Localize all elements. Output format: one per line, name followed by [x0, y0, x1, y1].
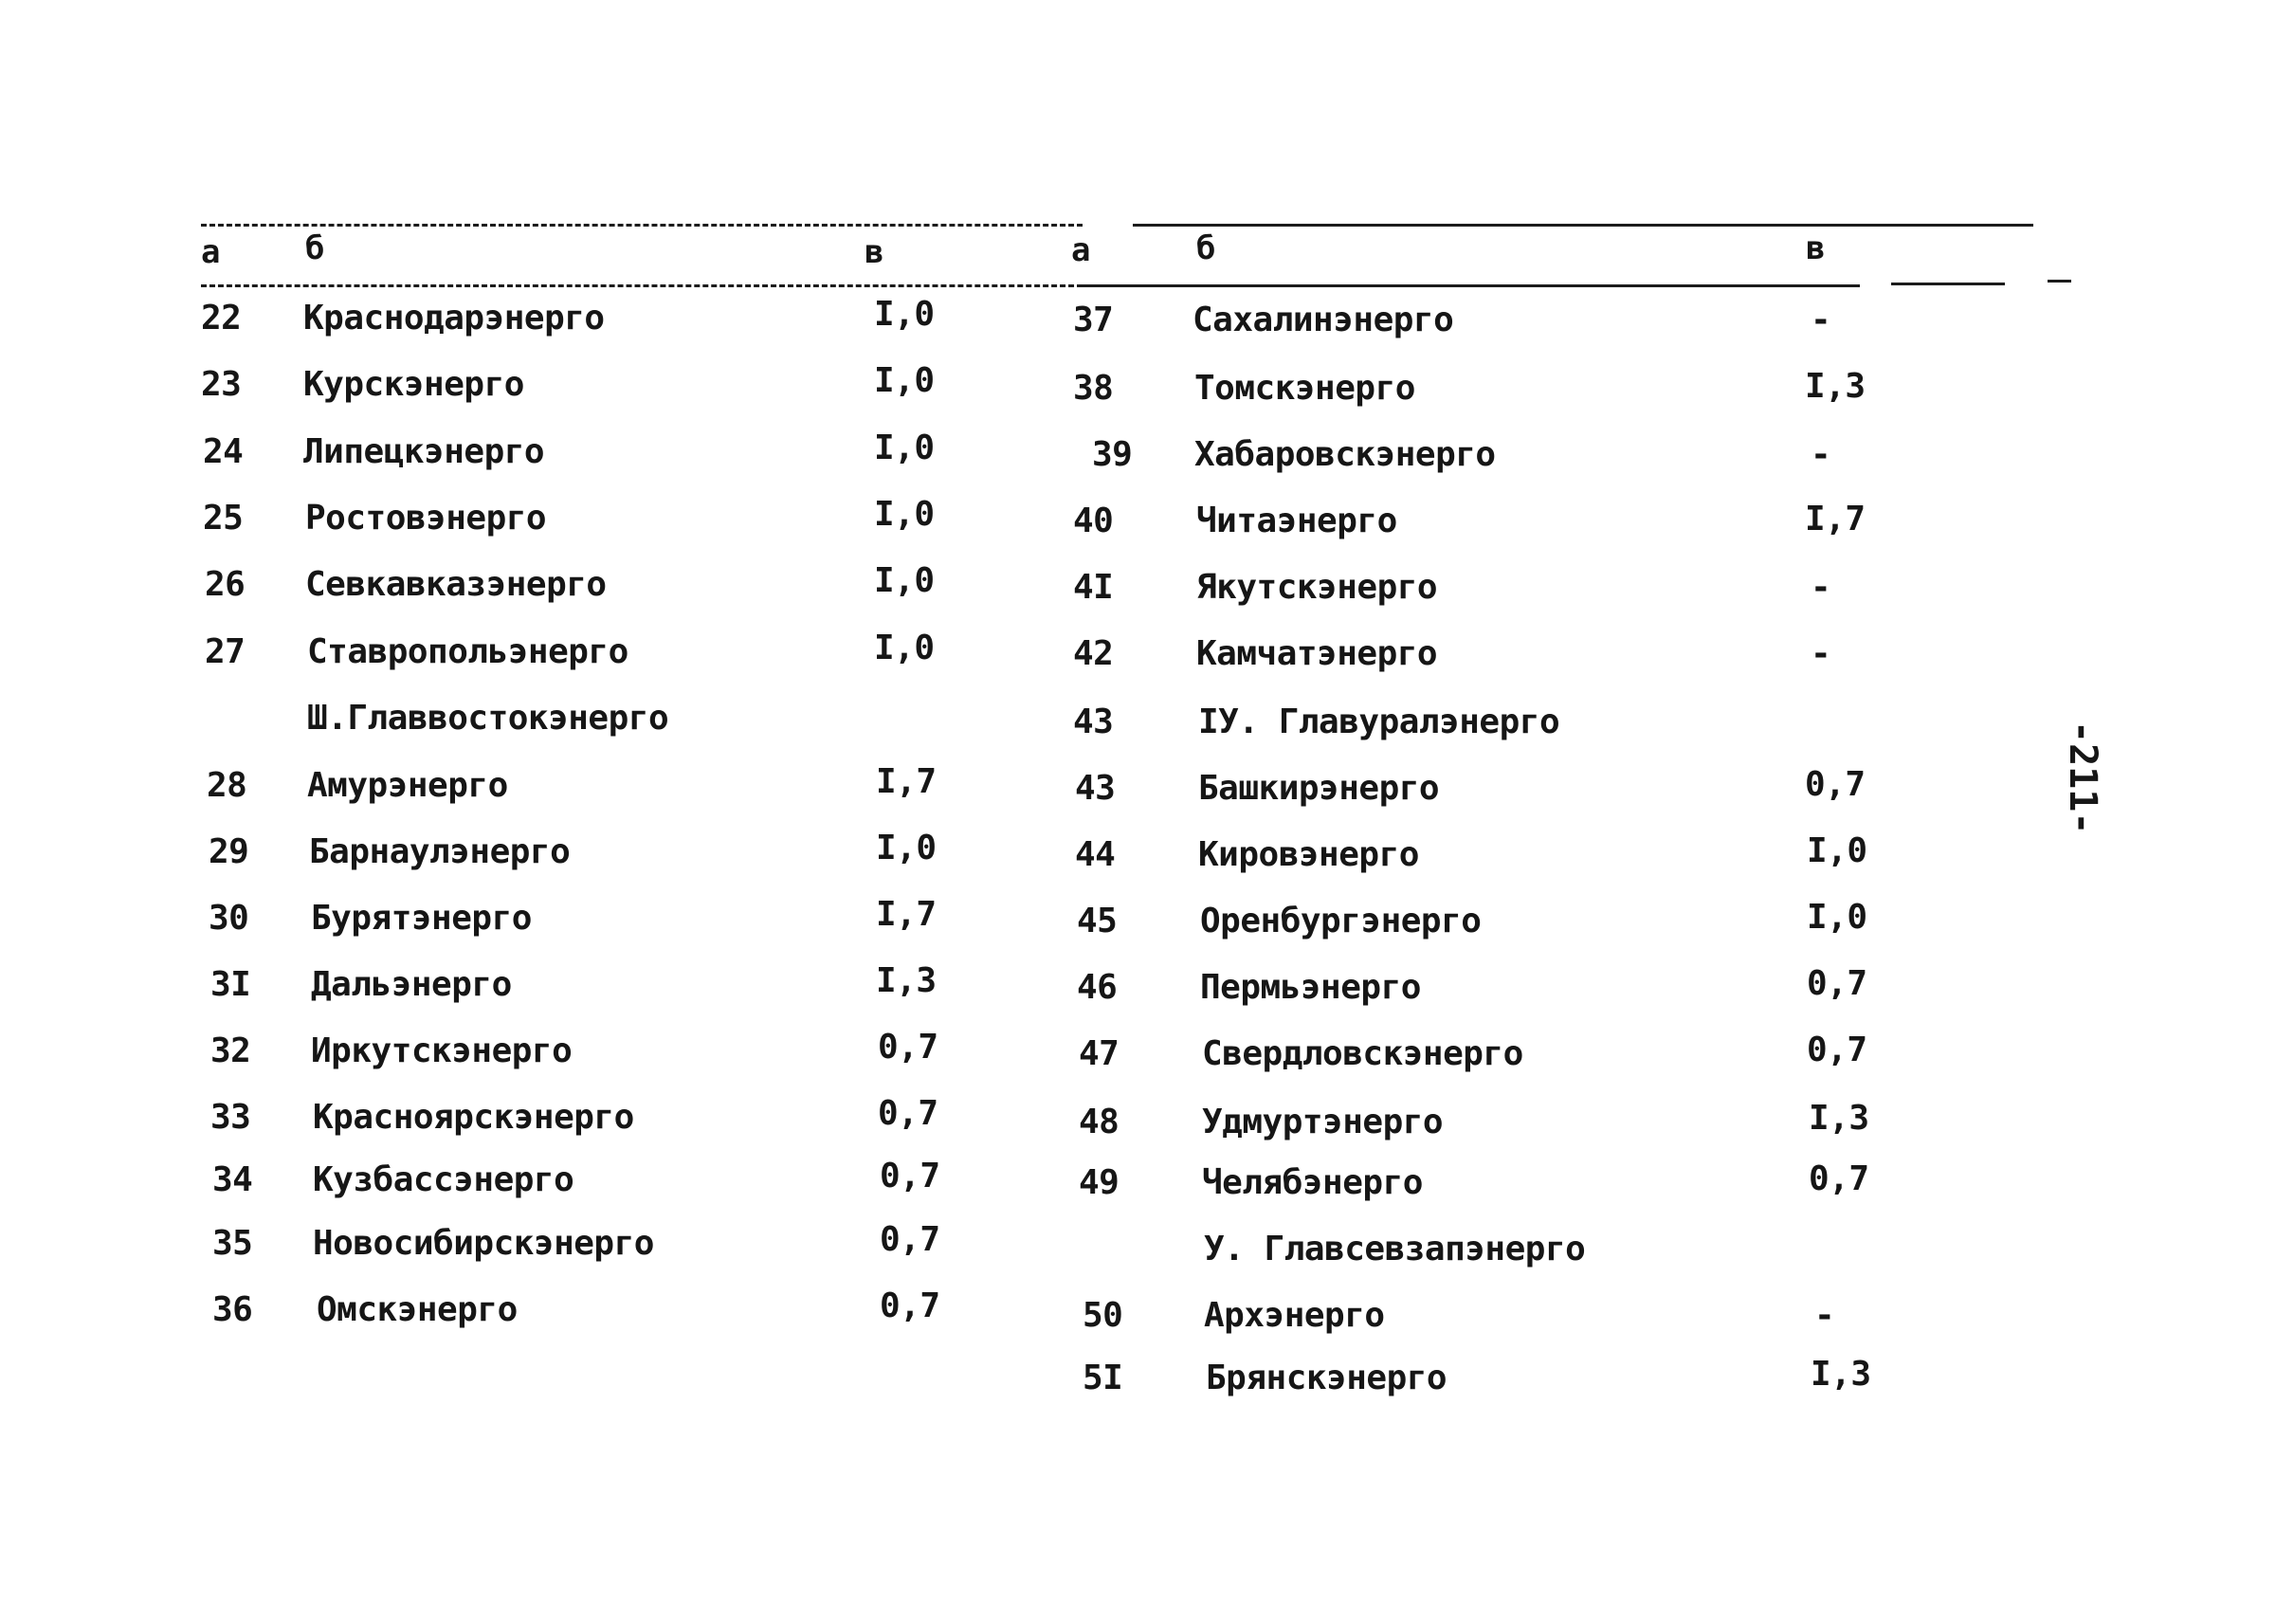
coefficient-value: 0,7 — [1805, 765, 1866, 804]
coefficient-value: I,3 — [1811, 1355, 1871, 1394]
section-heading: Ш.Главвостокэнерго — [307, 699, 669, 738]
enterprise-name: Читаэнерго — [1196, 502, 1397, 540]
coefficient-value: 0,7 — [878, 1028, 938, 1067]
coefficient-value: I,7 — [876, 762, 937, 801]
enterprise-name: Бурятэнерго — [311, 899, 532, 938]
enterprise-name: Курскэнерго — [303, 365, 524, 404]
section-heading: IУ. Главуралэнерго — [1198, 703, 1560, 741]
page-number: -211- — [2061, 721, 2104, 835]
coefficient-value: I,3 — [1805, 367, 1866, 406]
coefficient-value: - — [1811, 301, 1831, 339]
enterprise-name: Якутскэнерго — [1196, 568, 1438, 607]
row-number: 36 — [212, 1290, 253, 1329]
coefficient-value: - — [1811, 435, 1831, 474]
row-number: 50 — [1083, 1296, 1123, 1335]
row-number: 35 — [212, 1224, 253, 1263]
header-left-col-b: б — [305, 229, 325, 267]
coefficient-value: 0,7 — [1807, 1031, 1867, 1069]
enterprise-name: Камчатэнерго — [1196, 634, 1438, 673]
row-number: 29 — [209, 832, 249, 871]
enterprise-name: Новосибирскэнерго — [313, 1224, 654, 1263]
row-number: 4I — [1073, 568, 1114, 607]
coefficient-value: I,0 — [874, 429, 935, 467]
coefficient-value: 0,7 — [878, 1094, 938, 1133]
row-number: 43 — [1073, 703, 1114, 741]
coefficient-value: 0,7 — [1807, 964, 1867, 1003]
enterprise-name: Архэнерго — [1204, 1296, 1385, 1335]
enterprise-name: Кузбассэнерго — [313, 1160, 574, 1199]
header-bottom-rule-left — [201, 284, 1083, 287]
row-number: 42 — [1073, 634, 1114, 673]
row-number: 24 — [203, 432, 244, 471]
row-number: 5I — [1083, 1359, 1123, 1397]
enterprise-name: Сахалинэнерго — [1193, 301, 1454, 339]
header-top-rule-right — [1133, 224, 2033, 227]
header-bottom-rule-tail — [1891, 283, 2005, 285]
enterprise-name: Барнаулэнерго — [309, 832, 571, 871]
enterprise-name: Омскэнерго — [317, 1290, 518, 1329]
row-number: 26 — [205, 565, 246, 604]
coefficient-value: I,0 — [876, 829, 937, 867]
header-right-col-a: а — [1071, 231, 1091, 269]
enterprise-name: Липецкэнерго — [303, 432, 545, 471]
coefficient-value: I,0 — [874, 295, 935, 334]
header-bottom-rule-right — [1083, 284, 1860, 287]
enterprise-name: Хабаровскэнерго — [1194, 435, 1496, 474]
row-number: 46 — [1077, 968, 1118, 1007]
coefficient-value: 0,7 — [880, 1157, 940, 1195]
row-number: 33 — [210, 1098, 251, 1137]
enterprise-name: Кировэнерго — [1198, 835, 1419, 874]
row-number: 38 — [1073, 369, 1114, 408]
coefficient-value: 0,7 — [880, 1220, 940, 1259]
row-number: 34 — [212, 1160, 253, 1199]
coefficient-value: I,0 — [1807, 831, 1867, 870]
coefficient-value: I,0 — [874, 561, 935, 600]
enterprise-name: Красноярскэнерго — [313, 1098, 634, 1137]
header-top-rule-left — [201, 224, 1083, 227]
row-number: 44 — [1075, 835, 1116, 874]
row-number: 47 — [1079, 1034, 1120, 1073]
enterprise-name: Краснодарэнерго — [303, 299, 605, 338]
enterprise-name: Амурэнерго — [307, 766, 508, 805]
section-heading: У. Главсевзапэнерго — [1204, 1230, 1586, 1268]
row-number: 39 — [1092, 435, 1133, 474]
enterprise-name: Севкавказэнерго — [305, 565, 607, 604]
row-number: 22 — [201, 299, 242, 338]
enterprise-name: Челябэнерго — [1202, 1163, 1423, 1202]
coefficient-value: I,7 — [876, 895, 937, 934]
row-number: 40 — [1073, 502, 1114, 540]
row-number: 45 — [1077, 902, 1118, 940]
row-number: 23 — [201, 365, 242, 404]
coefficient-value: I,3 — [876, 961, 937, 1000]
row-number: 27 — [205, 632, 246, 671]
row-number: 3I — [210, 965, 251, 1004]
enterprise-name: Ростовэнерго — [305, 499, 547, 538]
header-left-col-c: в — [865, 233, 884, 271]
row-number: 30 — [209, 899, 249, 938]
enterprise-name: Иркутскэнерго — [311, 1031, 573, 1070]
enterprise-name: Башкирэнерго — [1198, 769, 1440, 808]
enterprise-name: Оренбургэнерго — [1200, 902, 1482, 940]
header-bottom-rule-end — [2048, 280, 2071, 283]
row-number: 28 — [207, 766, 247, 805]
enterprise-name: Свердловскэнерго — [1202, 1034, 1523, 1073]
coefficient-value: I,0 — [874, 361, 935, 400]
coefficient-value: 0,7 — [880, 1286, 940, 1325]
row-number: 43 — [1075, 769, 1116, 808]
enterprise-name: Брянскэнерго — [1206, 1359, 1447, 1397]
coefficient-value: I,0 — [874, 495, 935, 534]
coefficient-value: 0,7 — [1809, 1159, 1869, 1198]
header-right-col-b: б — [1196, 229, 1216, 267]
enterprise-name: Ставропольэнерго — [307, 632, 628, 671]
enterprise-name: Томскэнерго — [1194, 369, 1415, 408]
header-right-col-c: в — [1806, 229, 1826, 267]
coefficient-value: I,0 — [1807, 898, 1867, 937]
row-number: 49 — [1079, 1163, 1120, 1202]
row-number: 25 — [203, 499, 244, 538]
enterprise-name: Дальэнерго — [311, 965, 512, 1004]
coefficient-value: - — [1811, 634, 1831, 673]
row-number: 32 — [210, 1031, 251, 1070]
coefficient-value: - — [1814, 1296, 1835, 1335]
coefficient-value: I,7 — [1805, 500, 1866, 538]
coefficient-value: I,0 — [874, 629, 935, 667]
row-number: 37 — [1073, 301, 1114, 339]
header-left-col-a: а — [201, 233, 221, 271]
enterprise-name: Удмуртэнерго — [1202, 1103, 1444, 1141]
row-number: 48 — [1079, 1103, 1120, 1141]
enterprise-name: Пермьэнерго — [1200, 968, 1421, 1007]
coefficient-value: I,3 — [1809, 1099, 1869, 1138]
coefficient-value: - — [1811, 568, 1831, 607]
